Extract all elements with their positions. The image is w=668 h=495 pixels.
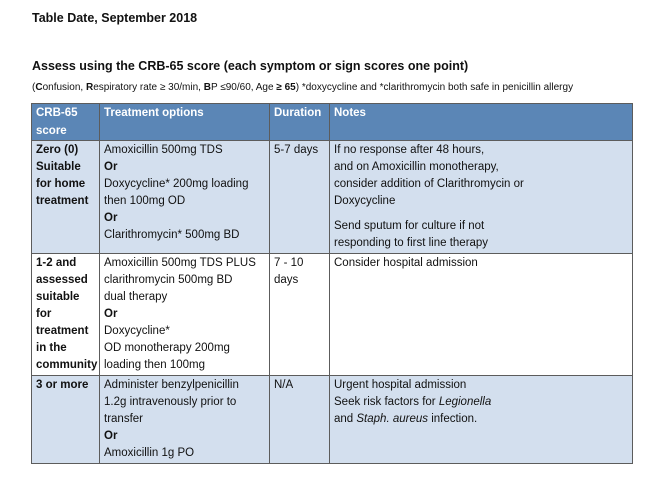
notes-cell: Urgent hospital admission Seek risk factors for Legionella and Staph. aureus infection. bbox=[330, 376, 633, 464]
crb65-criteria-line: (Confusion, Respiratory rate ≥ 30/min, BP ≤90/60, Age ≥ 65) *doxycycline and *clarithromycin both safe in penicillin allergy bbox=[32, 82, 574, 93]
treatment-cell: Amoxicillin 500mg TDS Or Doxycycline* 200mg loading then 100mg OD Or Clarithromycin* 500mg BD bbox=[100, 141, 270, 254]
column-header-notes: Notes bbox=[330, 104, 633, 141]
table-header-row bbox=[32, 104, 633, 141]
assess-heading: Assess using the CRB-65 score (each symptom or sign scores one point) bbox=[32, 59, 469, 73]
column-header-duration: Duration bbox=[270, 104, 330, 141]
score-cell: 3 or more bbox=[32, 376, 100, 464]
notes-cell: If no response after 48 hours, and on Amoxicillin monotherapy, consider addition of Clarithromycin or Doxycycline Send sputum for culture if not responding to first line therapy bbox=[330, 141, 633, 254]
treatment-table bbox=[31, 103, 633, 464]
score-cell: 1-2 and assessed suitable for treatment in the community bbox=[32, 254, 100, 376]
column-header-score: CRB-65 score bbox=[32, 104, 100, 141]
duration-cell: 7 - 10 days bbox=[270, 254, 330, 376]
treatment-cell: Administer benzylpenicillin 1.2g intravenously prior to transfer Or Amoxicillin 1g PO bbox=[100, 376, 270, 464]
duration-cell: N/A bbox=[270, 376, 330, 464]
table-row-score-1-2 bbox=[32, 254, 633, 376]
table-row-score-3-plus bbox=[32, 376, 633, 464]
table-row-score-zero bbox=[32, 141, 633, 254]
duration-cell: 5-7 days bbox=[270, 141, 330, 254]
table-date: Table Date, September 2018 bbox=[32, 11, 198, 25]
notes-cell: Consider hospital admission bbox=[330, 254, 633, 376]
treatment-cell: Amoxicillin 500mg TDS PLUS clarithromycin 500mg BD dual therapy Or Doxycycline* OD monotherapy 200mg loading then 100mg bbox=[100, 254, 270, 376]
column-header-treatment: Treatment options bbox=[100, 104, 270, 141]
score-cell: Zero (0) Suitable for home treatment bbox=[32, 141, 100, 254]
